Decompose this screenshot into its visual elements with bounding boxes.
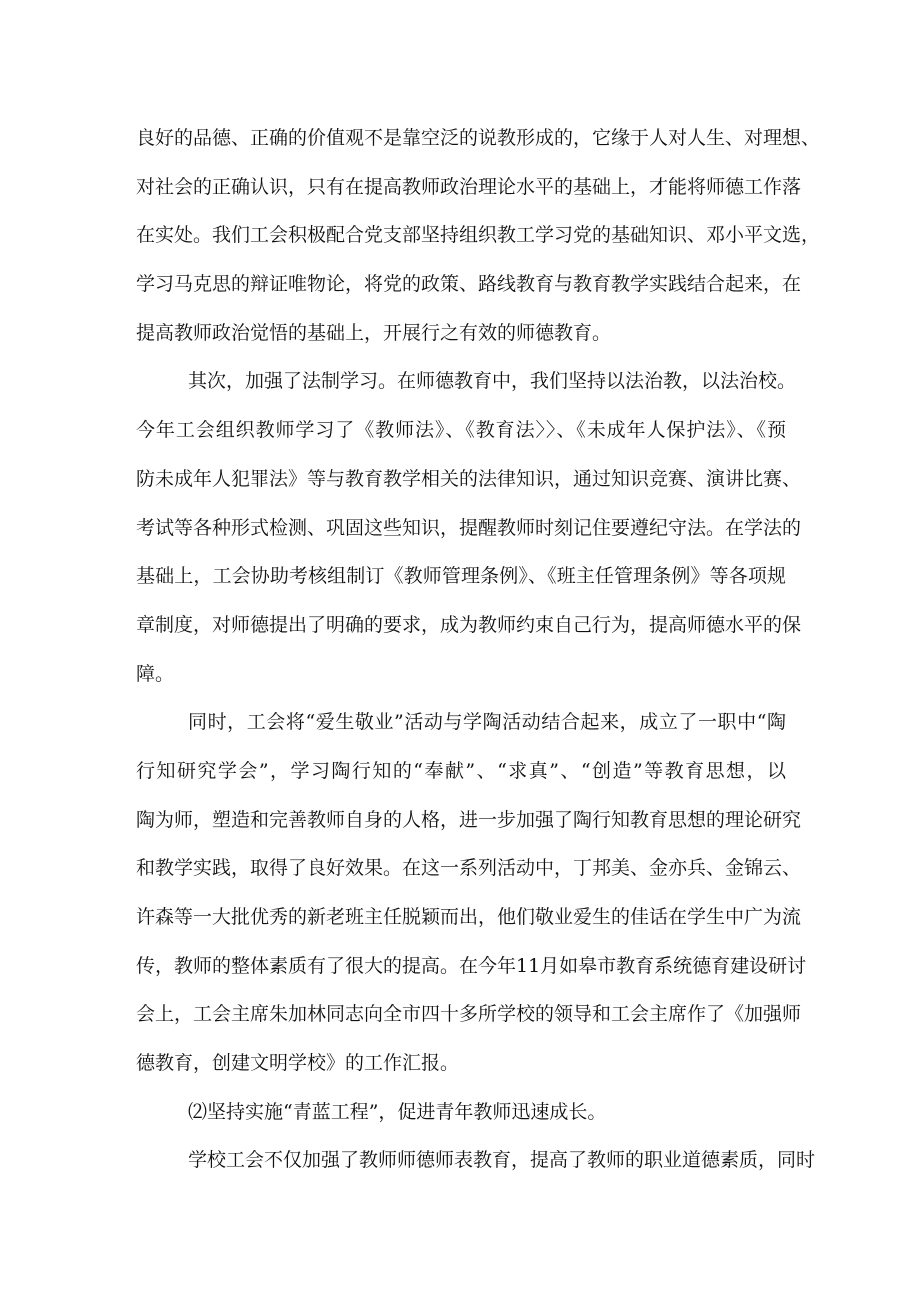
text-line: 其次，加强了法制学习。在师德教育中，我们坚持以法治教，以法治校。 [188,370,797,393]
text-line: 考试等各种形式检测、巩固这些知识，提醒教师时刻记住要遵纪守法。在学法的 [136,516,802,539]
text-line: 障。 [136,662,175,685]
text-line: 和教学实践，取得了良好效果。在这一系列活动中，丁邦美、金亦兵、金锦云、 [136,857,802,880]
document-body [136,118,821,1189]
text-line: 学习马克思的辩证唯物论，将党的政策、路线教育与教育教学实践结合起来，在 [136,273,802,296]
text-line: 对社会的正确认识，只有在提高教师政治理论水平的基础上，才能将师德工作落 [136,175,802,198]
text-line: 会上，工会主席朱加林同志向全市四十多所学校的领导和工会主席作了《加强师 [136,1003,802,1026]
text-line: 提高教师政治觉悟的基础上，开展行之有效的师德教育。 [136,321,612,344]
text-line: 陶为师，塑造和完善教师自身的人格，进一步加强了陶行知教育思想的理论研究 [136,808,802,831]
text-line: 今年工会组织教师学习了《教师法》、《教育法〉〉、《未成年人保护法》、《预 [136,419,786,442]
text-line: 许森等一大批优秀的新老班主任脱颖而出，他们敬业爱生的佳话在学生中广为流 [136,906,802,928]
text-line: 章制度，对师德提出了明确的要求，成为教师约束自己行为，提高师德水平的保 [136,613,802,636]
text-line: 在实处。我们工会积极配合党支部坚持组织教工学习党的基础知识、邓小平文选， [136,224,821,247]
text-line: 良好的品德、正确的价值观不是靠空泛的说教形成的，它缘于人对人生、对理想、 [136,127,821,149]
text-line: 基础上，工会协助考核组制订《教师管理条例》、《班主任管理条例》等各项规 [136,565,786,588]
text-line: 防未成年人犯罪法》等与教育教学相关的法律知识，通过知识竞赛、演讲比赛、 [136,467,802,490]
text-line: 学校工会不仅加强了教师师德师表教育，提高了教师的职业道德素质，同时 [188,1149,816,1172]
section-heading: ⑵坚持实施“青蓝工程”，促进青年教师迅速成长。 [188,1100,607,1123]
text-line: 传，教师的整体素质有了很大的提高。在今年11月如皋市教育系统德育建设研讨 [136,954,807,977]
text-line: 德教育，创建文明学校》的工作汇报。 [136,1052,460,1075]
text-line: 同时，工会将“爱生敬业”活动与学陶活动结合起来，成立了一职中“陶 [188,711,786,734]
text-line: 行知研究学会”，学习陶行知的“奉献”、“求真”、“创造”等教育思想，以 [136,759,786,782]
